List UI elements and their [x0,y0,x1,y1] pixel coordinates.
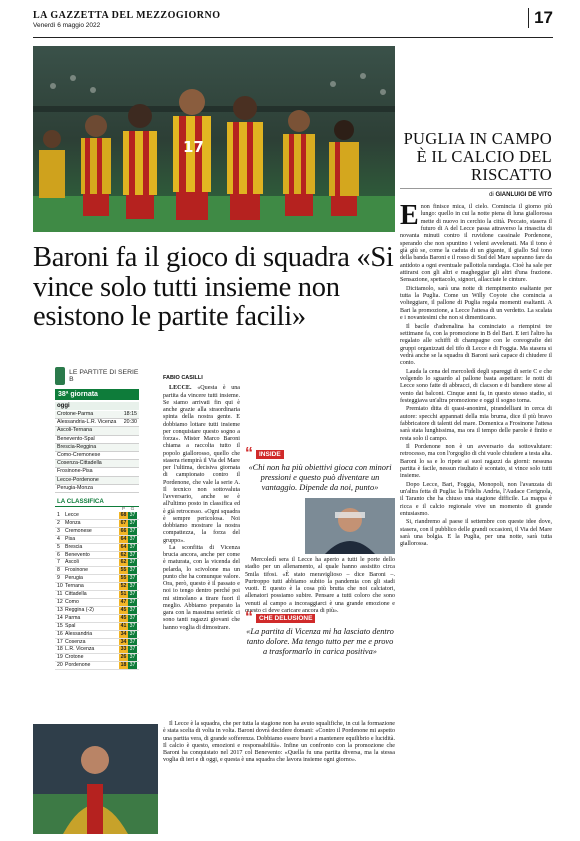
serie-b-badge-icon [55,367,65,385]
standing-team: Perugia [65,575,83,582]
match-list [55,411,139,493]
commentary-column [400,200,552,550]
standing-games: 37 [129,630,136,637]
standing-points: 34 [120,638,127,645]
standing-points: 41 [120,622,127,629]
match-row [55,419,139,427]
standing-position: 9 [57,575,60,582]
standings-row [55,631,139,639]
standing-position: 10 [57,583,63,590]
serie-b-logo [55,365,139,387]
standing-position: 20 [57,662,63,669]
standings-row [55,512,139,520]
page-number: 17 [528,8,553,28]
round-title: 38ª giornata [55,389,139,400]
standing-position: 12 [57,599,63,605]
standing-points: 68 [120,512,127,519]
standing-position: 1 [57,512,60,519]
match-teams: Como-Cremonese [57,452,101,459]
match-teams: Crotone-Parma [57,411,94,417]
byline-prefix: di [489,192,494,198]
standings-row [55,567,139,575]
standing-games: 37 [129,614,136,621]
standing-team: Benevento [65,551,90,558]
standing-position: 11 [57,591,63,598]
standing-points: 62 [120,551,127,558]
standing-points: 64 [120,535,127,542]
commentary-byline [400,188,552,198]
standings-row [55,559,139,567]
standing-team: Pisa [65,535,76,542]
match-row [55,477,139,485]
standing-games: 37 [129,535,136,542]
match-row [55,460,139,468]
standing-games: 37 [129,551,136,558]
match-teams: Lecce-Pordenone [57,476,99,483]
quote-mark-icon: “ [245,445,253,462]
standing-points: 45 [120,614,127,621]
standing-points: 51 [120,591,127,598]
standing-position: 15 [57,622,63,629]
commentary-paragraph: Si, riandremo al paese il settembre con queste idee dove, stasera, con il pubblico delle grandi occasioni, il Via del Mare sarà una bolgia. E la Puglia, per una notte, sarà tutta giallorossa. [400,519,552,548]
standing-position: 18 [57,646,63,653]
standing-games: 37 [129,519,136,526]
issue-date: Venerdì 6 maggio 2022 [33,22,101,29]
standing-team: Reggina (-2) [65,606,94,613]
commentary-paragraph: Il Pordenone non è un avversario da sottovalutare: retrocesso, ma con l'orgoglio di chi vuole chiudere a testa alta. Baroni lo sa e lo ripete ai suoi ragazzi da giorni: nessuna partita è facile, nessun risultato è scontato, si vince solo tutti insieme. [400,444,552,480]
match-teams: Alessandria-L.R. Vicenza [57,419,117,426]
standing-position: 2 [57,519,60,526]
standing-points: 67 [120,519,127,526]
standing-games: 37 [129,606,136,613]
standing-points: 64 [120,543,127,550]
standing-position: 8 [57,567,60,574]
standing-position: 16 [57,630,63,637]
standings-table [55,512,139,670]
standing-games: 37 [129,575,136,582]
standing-points: 52 [120,583,127,590]
standings-row [55,575,139,583]
standing-position: 17 [57,638,63,645]
standings-row [55,623,139,631]
day-label: oggi [55,402,139,411]
paper-name: LA GAZZETTA DEL MEZZOGIORNO [33,10,221,21]
delusione-tag [245,611,395,625]
standings-row [55,528,139,536]
article-paragraph: Il Lecce è la squadra, che per tutta la stagione non ha avuto squalifiche, in cui la formazione è stata scelta di volta in volta. Baroni dovrà decidere domani: «Contro il Pordenone mi aspetto una partita vera, di grande sofferenza. Dobbiamo essere bravi a mantenere equilibrio e lucidità. Il calcio è questo, emozioni e responsabilità». Infine un confronto con la promozione che Baroni ha conquistato nel 2017 col Benevento: «Quella fu una partita diversa, ma la stessa voglia di ieri e di oggi, e questa è una squadra che lavora insieme ogni giorno». [163,721,395,764]
standing-team: Cosenza [65,638,86,645]
article-bottom [163,721,395,765]
standing-team: Crotone [65,654,84,661]
standing-games: 37 [129,559,136,566]
standing-team: Como [65,599,79,605]
standing-team: Ascoli [65,559,79,566]
inside-tag [245,447,395,461]
match-row [55,444,139,452]
match-teams: Ascoli-Ternana [57,427,93,434]
match-row [55,411,139,419]
commentary-paragraph: non finisce mica, il cielo. Comincia il giorno più lungo: quello in cui la notte piena di luna giallorossa mette di nuovo in cerchio la città. Peccato, stasera il futuro di A del Lecce passa attraverso la rinascita di novanta minuti contro il ruvidone cassinale Pordenone, sperando che non spuntino i veleni avvelenati. Ma il tono è già giù se, come la caduta di un gigante, il giallo Sul tono della banda Baroni e il rosso di Sud del Mare sapranno fare da antidoto a ogni eventuale pallottola randagia. Cioè ha sale per attirarsi con gli altri e magheggiar gli altri d'una frazione. Sensazione, spettacolo, signori, allacciate le cinture. [400,204,552,284]
standings-row [55,599,139,607]
match-row [55,452,139,460]
standing-points: 66 [120,527,127,534]
standing-position: 7 [57,559,60,566]
delusione-quote-box [245,611,395,657]
inside-quote-box [245,447,395,493]
standing-games: 37 [129,662,136,669]
standings-row [55,607,139,615]
byline-author: GIANLUIGI DE VITO [495,192,552,198]
match-row [55,427,139,435]
standing-games: 37 [129,622,136,629]
standing-position: 14 [57,614,63,621]
article-column-1 [163,375,240,632]
svg-text:17: 17 [183,138,204,156]
standing-points: 26 [120,654,127,661]
standing-team: Alessandria [65,630,93,637]
standings-row [55,654,139,662]
match-teams: Brescia-Reggina [57,443,97,450]
match-time: 18:15 [123,411,137,417]
drop-cap: E [400,200,419,231]
standings-row [55,536,139,544]
standing-games: 37 [129,654,136,661]
standing-team: Spal [65,622,76,629]
standing-points: 47 [120,599,127,605]
standings-row [55,544,139,552]
standing-position: 19 [57,654,63,661]
standings-row [55,646,139,654]
match-teams: Benevento-Spal [57,435,95,442]
inside-quote: «Chi non ha più obiettivi gioca con minori pressioni e questo può diventare un vantaggio. Dipende da noi, punto» [248,463,392,492]
match-row [55,436,139,444]
standing-points: 62 [120,559,127,566]
article-text: «Questa è una partita da vincere tutti insieme. Se siamo arrivati fin qui è anche grazie alla straordinaria spinta della nostra gente. E dobbiamo lottare tutti insieme per conquistare questo sogno a forza». Mister Marco Baroni chiama a raccolta tutto il popolo giallorosso, quello che stasera riempirà il Via del Mare per l'ultima, decisiva giornata di campionato contro il Pordenone, che vale la serie A. Il tecnico non sottovaluta l'avversario, anche se è all'ultimo posto in classifica ed è già retrocesso. «Ogni squadra è sempre pericolosa. Noi dobbiamo mostrare la nostra compattezza, la forza del gruppo». [163,385,240,544]
standings-col-points: P [121,507,126,513]
standing-team: Monza [65,519,81,526]
standing-team: Cremonese [65,527,92,534]
standing-games: 37 [129,543,136,550]
standings-row [55,639,139,647]
delusione-label: CHE DELUSIONE [256,614,315,623]
standing-points: 55 [120,567,127,574]
standing-points: 33 [120,646,127,653]
standings-title: LA CLASSIFICA [55,497,139,507]
standing-position: 4 [57,535,60,542]
standing-team: Brescia [65,543,83,550]
delusione-quote: «La partita di Vicenza mi ha lasciato dentro tanto dolore. Ma tengo tutto per me e provo a trasformarlo in carica positiva» [246,627,394,656]
masthead [33,8,553,38]
standing-team: Frosinone [65,567,89,574]
match-teams: Frosinone-Pisa [57,468,93,475]
standings-row [55,583,139,591]
standing-points: 55 [120,575,127,582]
match-teams: Cosenza-Cittadella [57,460,102,467]
match-time: 20:30 [123,419,137,426]
standing-games: 37 [129,599,136,605]
standings-row [55,520,139,528]
commentary-paragraph: Dicitamolo, sarà una notte di riempimento esaltante per tutta la Puglia. Come un Willy Coyote che cominciа a volteggiare, il pallone di Puglia regala momenti esaltanti. A Bari la promozione, a Lecce l'attesa di un verdetto. La scalata e i novantesimi che non si dimenticano. [400,285,552,322]
standing-games: 37 [129,646,136,653]
standings-col-games: G [130,507,135,513]
standing-games: 37 [129,591,136,598]
standing-team: L.R. Vicenza [65,646,95,653]
match-row [55,485,139,493]
commentary-paragraph: Il bacile d'adrenalina ha cominciato a riempirsi tre settimane fa, con la promozione in B del Bari. E ieri l'altro ha regalato alle schiffi di champagne con le coreografie dei gruppi organizzati del tifo di Lecce e di Foggia. Ma stasera si vedrà anche se la squadra di Baroni sarà capace di chiudere il conto. [400,323,552,367]
standing-team: Ternana [65,583,84,590]
standing-team: Cittadella [65,591,87,598]
team-celebration-photo [33,46,395,232]
standing-games: 37 [129,527,136,534]
standing-points: 45 [120,606,127,613]
standing-position: 6 [57,551,60,558]
serie-b-logo-text: LE PARTITE DI SERIE B [69,368,139,383]
standing-points: 18 [120,662,127,669]
commentary-paragraph: Dopo Lecce, Bari, Foggia, Monopoli, non l'avanzata di un'altra fetta di Puglia: la Fidelis Andria, l'Audace Cerignola, il Taranto che ha chiuso una stagione difficile. La mappa è ricca e il calcio regionale vive un momento di grande entusiasmo. [400,481,552,518]
standing-games: 37 [129,567,136,574]
article-paragraph [163,385,240,545]
standing-position: 3 [57,527,60,534]
coach-sideline-photo [33,724,158,834]
standings-row [55,591,139,599]
standings-row [55,662,139,670]
standing-position: 13 [57,606,63,613]
standing-points: 34 [120,630,127,637]
standing-games: 37 [129,583,136,590]
standing-position: 5 [57,543,60,550]
commentary-title: PUGLIA IN CAMPO È IL CALCIO DEL RISCATTO [403,129,552,184]
serie-b-sidebar [55,365,139,670]
standing-team: Parma [65,614,81,621]
standing-team: Pordenone [65,662,91,669]
article-byline: FABIO CASILLI [163,375,203,381]
article-dateline: LECCE. [169,385,192,392]
match-teams: Perugia-Monza [57,484,93,491]
standing-games: 37 [129,512,136,519]
coach-portrait-photo [305,498,395,554]
inside-label: INSIDE [256,450,284,459]
standing-team: Lecce [65,512,79,519]
match-row [55,468,139,476]
article-column-2 [245,557,395,615]
article-paragraph: Mercoledì sera il Lecce ha aperto a tutti le porte dello stadio per un allenamento, al quale hanno assistito circa 5mila tifosi. «È stato meraviglioso – dice Baroni –. Purtroppo tutti abbiamo subito la pandemia con gli stadi vuoti. E questo è la cosa più brutta che noi calciatori, allenatori possiamo subire. Pensare a tutti coloro che sono venuti al campo a incoraggiarci è una grande emozione e questo ci deve caricare ancora di più». [245,557,395,614]
commentary-paragraph: Premiato ditta di quasi-anonimi, pirandelliani in cerca di autore: specchi appannati della mia bruma, dice il più bravo fabbricatore di talenti del mare. Domenica a Frosinone l'attesa sarà stata lunghissima, ma ora il tempo delle parole è finito e resta solo il campo. [400,406,552,442]
standing-games: 37 [129,638,136,645]
main-headline: Baroni fa il gioco di squadra «Si vince solo tutti insieme non esistono le partite facili» [33,242,394,332]
quote-mark-icon: “ [245,609,253,626]
standings-row [55,552,139,560]
standings-row [55,615,139,623]
commentary-paragraph: Lauda la cena del mercoledì degli spareggi di serie C e che volgendo lo sguardo al pallone basta aspettare: le notti di Lecce sono fatte di abbracci, di clacson e di bandiere stese al vento dai balconi. Cinque anni fa, in questo stesso stadio, si festeggiava un'altra promozione e oggi il sogno torna. [400,368,552,404]
article-paragraph: La sconfitta di Vicenza brucia ancora, anche per come è maturata, con la vicenda del pelarda, lo scivolone ma un punto che ha comunque valore. Ora, però, questo è il passato e noi io tengo dentro perché poi mi stimolano a tirare fuori il meglio. Abbiamo preparato la gara con la massima serietà: ci sono tanti ragazzi giovani che hanno voglia di dimostrare. [163,544,240,631]
